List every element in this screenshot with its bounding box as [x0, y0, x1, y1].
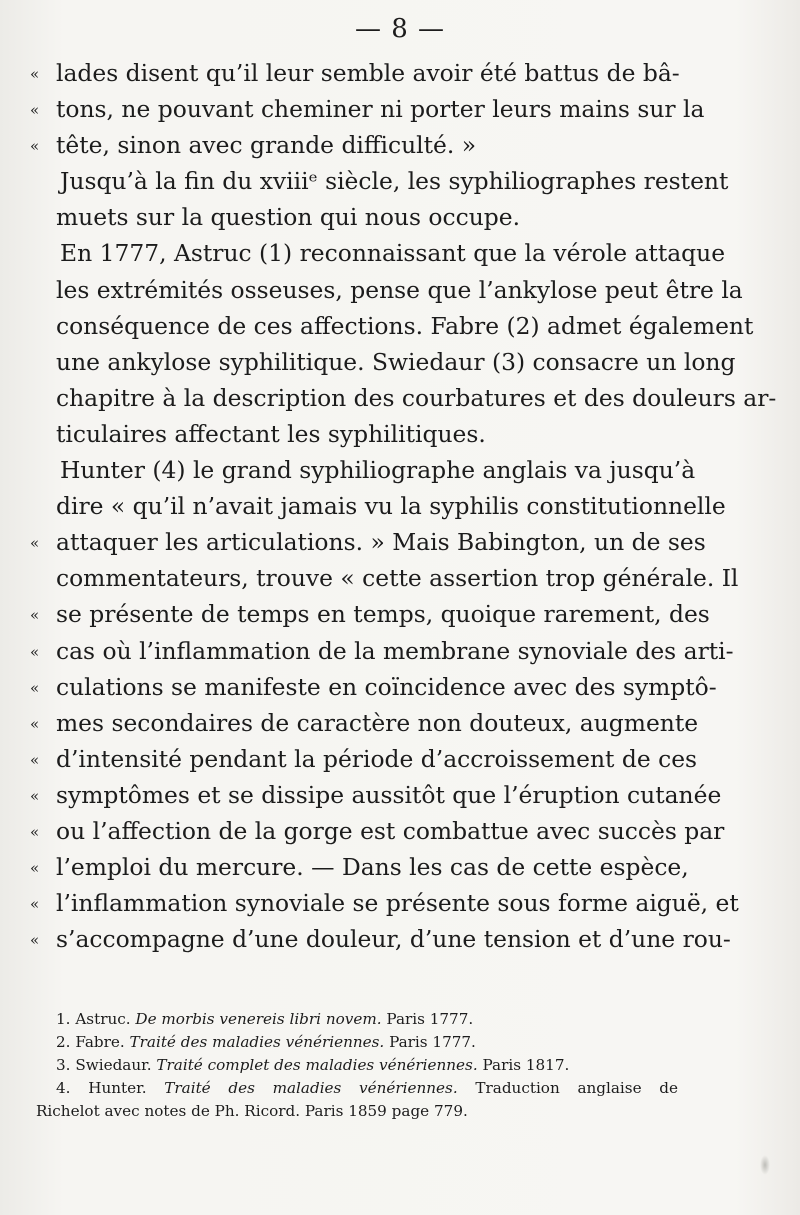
- footnote-author: Fabre.: [75, 1033, 125, 1051]
- footnote-number: 1.: [56, 1010, 71, 1028]
- text-line: [30, 235, 726, 271]
- line-text: ou l’affection de la gorge est combattue avec succès par: [56, 816, 725, 845]
- line-text: cas où l’inflammation de la membrane synoviale des arti-: [56, 636, 734, 665]
- quote-mark: «: [30, 534, 40, 553]
- text-line: [30, 741, 698, 777]
- line-text: les extrémités osseuses, pense que l’ankylose peut être la: [56, 275, 743, 304]
- footnote-publication: Paris 1777.: [389, 1033, 476, 1051]
- text-line: [30, 488, 726, 524]
- text-line: [30, 633, 734, 669]
- text-line: [30, 849, 689, 885]
- text-line: [30, 380, 777, 416]
- line-text: muets sur la question qui nous occupe.: [56, 203, 521, 232]
- quote-mark: «: [30, 65, 40, 83]
- line-text: commentateurs, trouve « cette assertion trop générale. Il: [56, 564, 739, 593]
- text-line: [30, 705, 699, 741]
- text-line: [30, 777, 722, 813]
- quote-mark: «: [30, 714, 40, 733]
- quote-mark: «: [30, 822, 40, 841]
- text-line: [30, 416, 672, 452]
- quote-mark: «: [30, 786, 40, 805]
- footnote-title: De morbis venereis libri novem.: [135, 1010, 382, 1028]
- footnote-author: Astruc.: [75, 1010, 131, 1028]
- line-text: tons, ne pouvant cheminer ni porter leurs mains sur la: [56, 95, 705, 124]
- body-text: [30, 55, 777, 957]
- quote-mark: «: [30, 606, 40, 625]
- text-line: [30, 308, 754, 344]
- text-line: [30, 91, 705, 127]
- footnote-2: [36, 1031, 678, 1054]
- quote-mark: «: [30, 750, 40, 769]
- text-line: [30, 524, 706, 560]
- line-text: lades disent qu’il leur semble avoir été battus de bâ-: [56, 59, 680, 87]
- text-line: [30, 560, 739, 596]
- footnote-number: 4.: [56, 1079, 71, 1097]
- line-text: ticulaires affectant les syphilitiques.: [56, 419, 486, 448]
- line-text: Hunter (4) le grand syphiliographe anglais va jusqu’à: [60, 456, 696, 485]
- footnote-3: [36, 1054, 678, 1077]
- line-text: l’inflammation synoviale se présente sous forme aiguë, et: [56, 889, 739, 918]
- footnote-number: 3.: [56, 1056, 71, 1074]
- line-text: d’intensité pendant la période d’accroissement de ces: [56, 744, 698, 773]
- footnote-number: 2.: [56, 1033, 71, 1051]
- footnote-author: Swiedaur.: [75, 1056, 152, 1074]
- text-line: [30, 127, 672, 163]
- text-line: [30, 199, 672, 235]
- footnote-title: Traité des maladies vénériennes.: [164, 1079, 458, 1097]
- footnote-author: Hunter.: [88, 1079, 147, 1097]
- line-text: Jusqu’à la fin du xviiiᵉ siècle, les syphiliographes restent: [60, 167, 729, 196]
- line-text: attaquer les articulations. » Mais Babington, un de ses: [56, 528, 706, 557]
- text-line: [30, 452, 696, 488]
- text-line: [30, 669, 717, 705]
- quote-mark: «: [30, 101, 40, 120]
- line-text: mes secondaires de caractère non douteux, augmente: [56, 708, 699, 737]
- footnote-title: Traité des maladies vénériennes.: [129, 1033, 385, 1051]
- ink-smudge: [760, 1155, 770, 1175]
- footnote-title: Traité complet des maladies vénériennes.: [156, 1056, 478, 1074]
- footnote-publication: Paris 1777.: [386, 1010, 474, 1028]
- footnote-publication: Paris 1817.: [482, 1056, 570, 1074]
- footnote-4: [36, 1077, 678, 1100]
- text-line: [30, 344, 736, 380]
- page-number: — 8 —: [354, 14, 446, 44]
- text-line: [30, 596, 710, 632]
- text-line: [30, 272, 743, 308]
- quote-mark: «: [30, 642, 40, 661]
- quote-mark: «: [30, 931, 40, 950]
- quote-mark: «: [30, 859, 40, 878]
- quote-mark: «: [30, 137, 40, 156]
- text-line: [30, 55, 680, 91]
- quote-mark: «: [30, 678, 40, 697]
- footnote-publication: Traduction anglaise de: [475, 1079, 678, 1097]
- line-text: culations se manifeste en coïncidence avec des symptô-: [56, 672, 717, 701]
- footnotes: [36, 1008, 678, 1123]
- line-text: En 1777, Astruc (1) reconnaissant que la vérole attaque: [60, 239, 726, 268]
- line-text: conséquence de ces affections. Fabre (2) admet également: [56, 311, 754, 340]
- line-text: l’emploi du mercure. — Dans les cas de cette espèce,: [56, 853, 689, 882]
- text-line: [30, 885, 739, 921]
- text-line: [30, 813, 725, 849]
- line-text: chapitre à la description des courbatures et des douleurs ar-: [56, 383, 777, 412]
- quote-mark: «: [30, 895, 40, 914]
- footnote-1: [36, 1008, 678, 1031]
- line-text: s’accompagne d’une douleur, d’une tension et d’une rou-: [56, 925, 731, 954]
- text-line: [30, 921, 731, 957]
- line-text: une ankylose syphilitique. Swiedaur (3) consacre un long: [56, 347, 736, 376]
- line-text: tête, sinon avec grande difficulté. »: [56, 131, 477, 160]
- line-text: symptômes et se dissipe aussitôt que l’éruption cutanée: [56, 780, 722, 809]
- footnote-4-continuation: Richelot avec notes de Ph. Ricord. Paris 1859 page 779.: [36, 1102, 468, 1120]
- text-line: [30, 163, 729, 199]
- line-text: se présente de temps en temps, quoique rarement, des: [56, 600, 710, 629]
- line-text: dire « qu’il n’avait jamais vu la syphilis constitutionnelle: [56, 492, 726, 521]
